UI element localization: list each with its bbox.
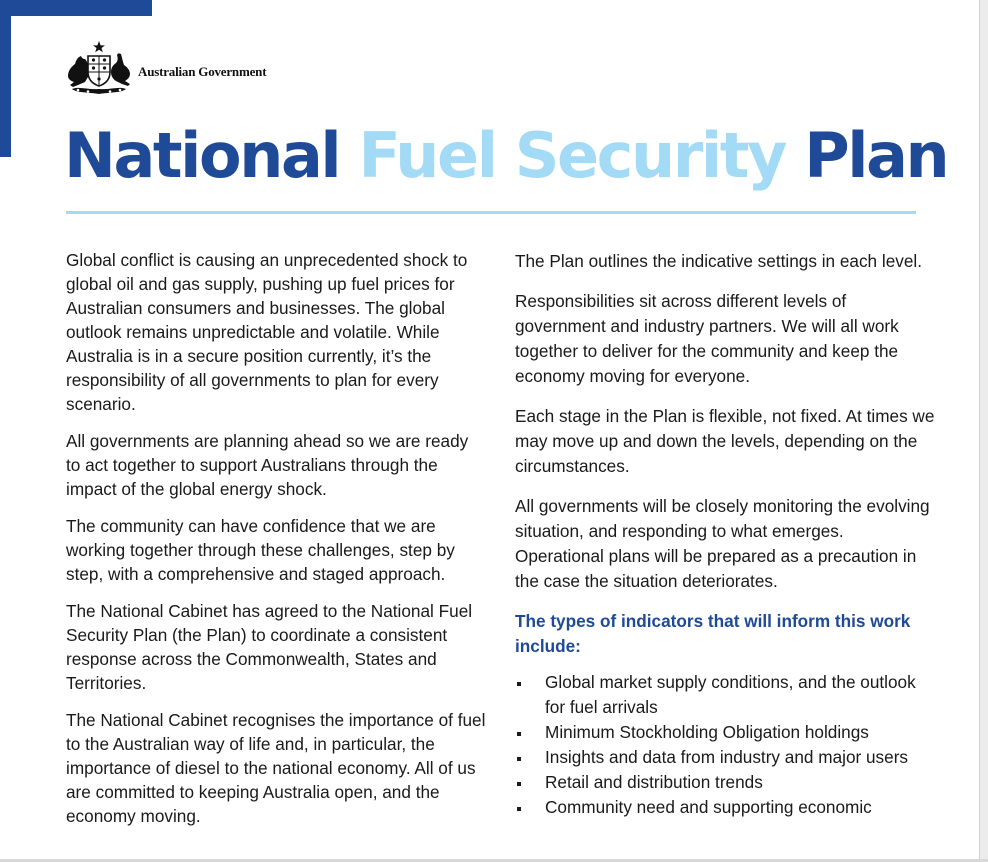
list-item: Retail and distribution trends xyxy=(515,770,935,795)
paragraph: All governments will be closely monitoring the evolving situation, and responding to what emerges. Operational plans will be prepared as a precaution in the case the situation deteriorates. xyxy=(515,496,930,591)
paragraph: The Plan outlines the indicative settings in each level. xyxy=(515,251,923,271)
paragraph: All governments are planning ahead so we are ready to act together to support Australians through the impact of the global energy shock. xyxy=(66,431,469,499)
title-part-plan: Plan xyxy=(804,119,948,192)
page-edge xyxy=(979,0,988,862)
page-title xyxy=(64,113,947,199)
paragraph: Each stage in the Plan is flexible, not fixed. At times we may move up and down the levels, depending on the circumstances. xyxy=(515,406,935,476)
indicators-list xyxy=(515,670,935,820)
corner-accent-left xyxy=(0,0,11,157)
paragraph: Responsibilities sit across different levels of government and industry partners. We will all work together to deliver for the community and keep the economy moving for everyone. xyxy=(515,291,899,386)
list-item: Minimum Stockholding Obligation holdings xyxy=(515,720,935,745)
right-column xyxy=(515,249,935,820)
government-logo xyxy=(64,40,266,96)
title-divider xyxy=(66,211,916,214)
list-item: Insights and data from industry and major users xyxy=(515,745,935,770)
paragraph: The community can have confidence that we are working together through these challenges, step by step, with a comprehensive and staged approach. xyxy=(66,516,455,584)
left-column xyxy=(66,248,486,841)
list-item: Global market supply conditions, and the outlook for fuel arrivals xyxy=(515,670,935,720)
title-part-national: National xyxy=(64,119,340,192)
indicators-heading: The types of indicators that will inform this work include: xyxy=(515,611,911,656)
list-item: Community need and supporting economic xyxy=(515,795,935,820)
coat-of-arms-icon xyxy=(64,40,134,96)
paragraph: The National Cabinet has agreed to the National Fuel Security Plan (the Plan) to coordinate a consistent response across the Commonwealth, States and Territories. xyxy=(66,601,473,693)
title-part-fuel-security: Fuel Security xyxy=(358,119,786,192)
paragraph: The National Cabinet recognises the importance of fuel to the Australian way of life and, in particular, the importance of diesel to the national economy. All of us are committed to keeping Australia open, and the economy moving. xyxy=(66,710,486,826)
government-name: Australian Government xyxy=(138,64,267,79)
paragraph: Global conflict is causing an unprecedented shock to global oil and gas supply, pushing up fuel prices for Australian consumers and businesses. The global outlook remains unpredictable and volatile. While Australia is in a secure position currently, it’s the responsibility of all governments to plan for every scenario. xyxy=(66,250,468,414)
corner-accent-top xyxy=(0,0,152,16)
